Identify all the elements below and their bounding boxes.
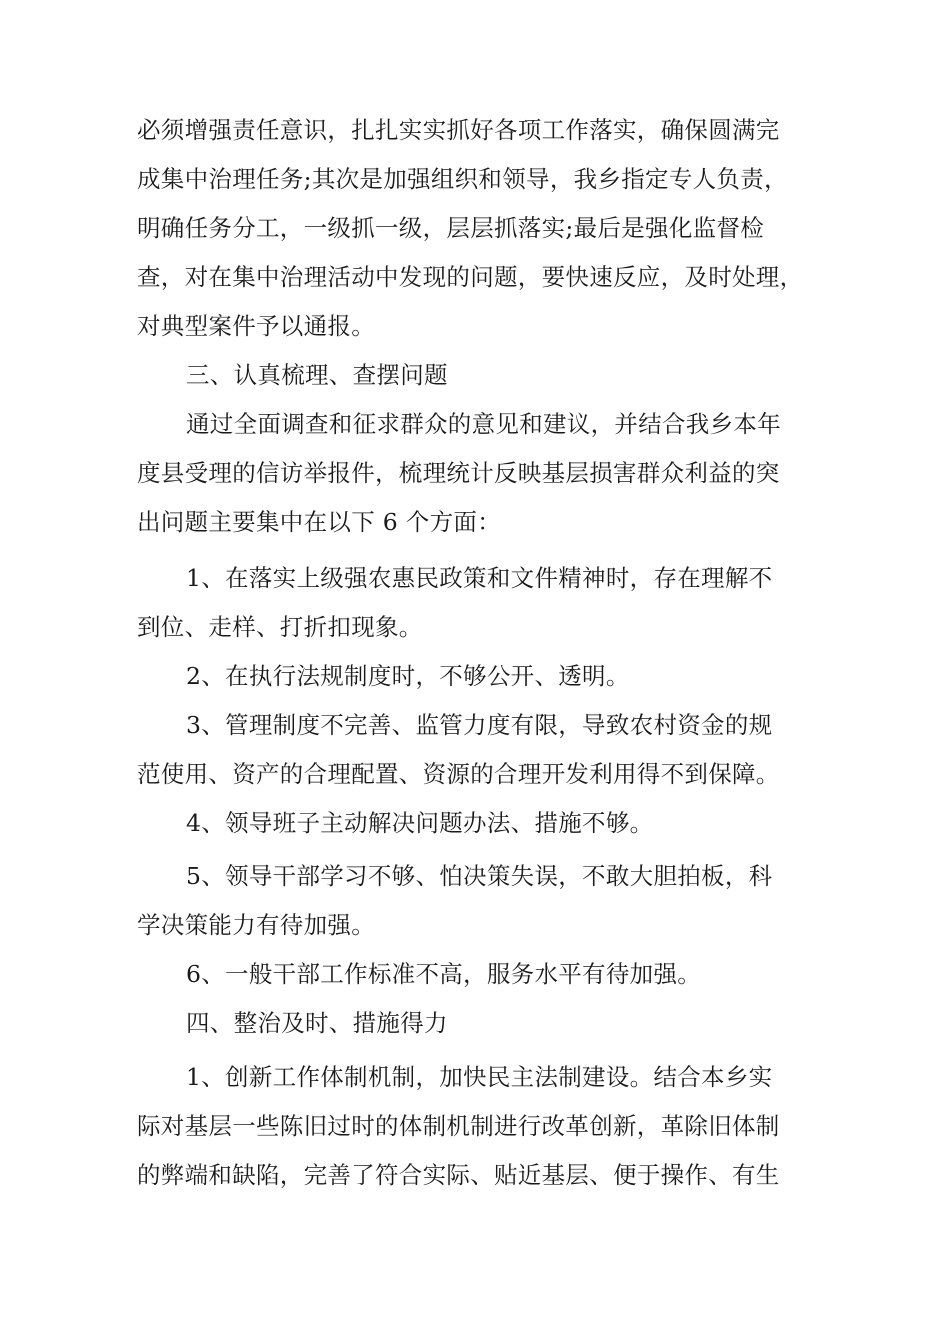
text-line: 成集中治理任务;其次是加强组织和领导，我乡指定专人负责， [137, 165, 788, 193]
text-line: 必须增强责任意识，扎扎实实抓好各项工作落实，确保圆满完 [137, 116, 780, 144]
text-line: 范使用、资产的合理配置、资源的合理开发利用得不到保障。 [137, 760, 780, 788]
section-heading: 四、整治及时、措施得力 [186, 1009, 448, 1037]
text-line: 度县受理的信访举报件，梳理统计反映基层损害群众利益的突 [137, 459, 780, 487]
section-heading: 三、认真梳理、查摆问题 [186, 361, 448, 389]
list-item: 5、领导干部学习不够、怕决策失误，不敢大胆拍板，科 [186, 862, 773, 890]
text-line: 查，对在集中治理活动中发现的问题，要快速反应，及时处理， [137, 263, 804, 291]
text-line: 的弊端和缺陷，完善了符合实际、贴近基层、便于操作、有生 [137, 1161, 780, 1189]
text-line: 通过全面调查和征求群众的意见和建议，并结合我乡本年 [186, 410, 781, 438]
text-line: 对典型案件予以通报。 [137, 312, 375, 340]
list-item: 6、一般干部工作标准不高，服务水平有待加强。 [186, 960, 702, 988]
list-item: 1、创新工作体制机制，加快民主法制建设。结合本乡实 [186, 1063, 773, 1091]
list-item: 3、管理制度不完善、监管力度有限，导致农村资金的规 [186, 711, 773, 739]
list-item: 1、在落实上级强农惠民政策和文件精神时，存在理解不 [186, 564, 773, 592]
text-line: 际对基层一些陈旧过时的体制机制进行改革创新，革除旧体制 [137, 1112, 780, 1140]
text-line: 明确任务分工，一级抓一级，层层抓落实;最后是强化监督检 [137, 214, 765, 242]
text-line: 到位、走样、打折扣现象。 [137, 613, 423, 641]
list-item: 2、在执行法规制度时，不够公开、透明。 [186, 662, 630, 690]
text-line: 出问题主要集中在以下 6 个方面： [137, 508, 501, 536]
text-line: 学决策能力有待加强。 [137, 911, 375, 939]
list-item: 4、领导班子主动解决问题办法、措施不够。 [186, 809, 654, 837]
